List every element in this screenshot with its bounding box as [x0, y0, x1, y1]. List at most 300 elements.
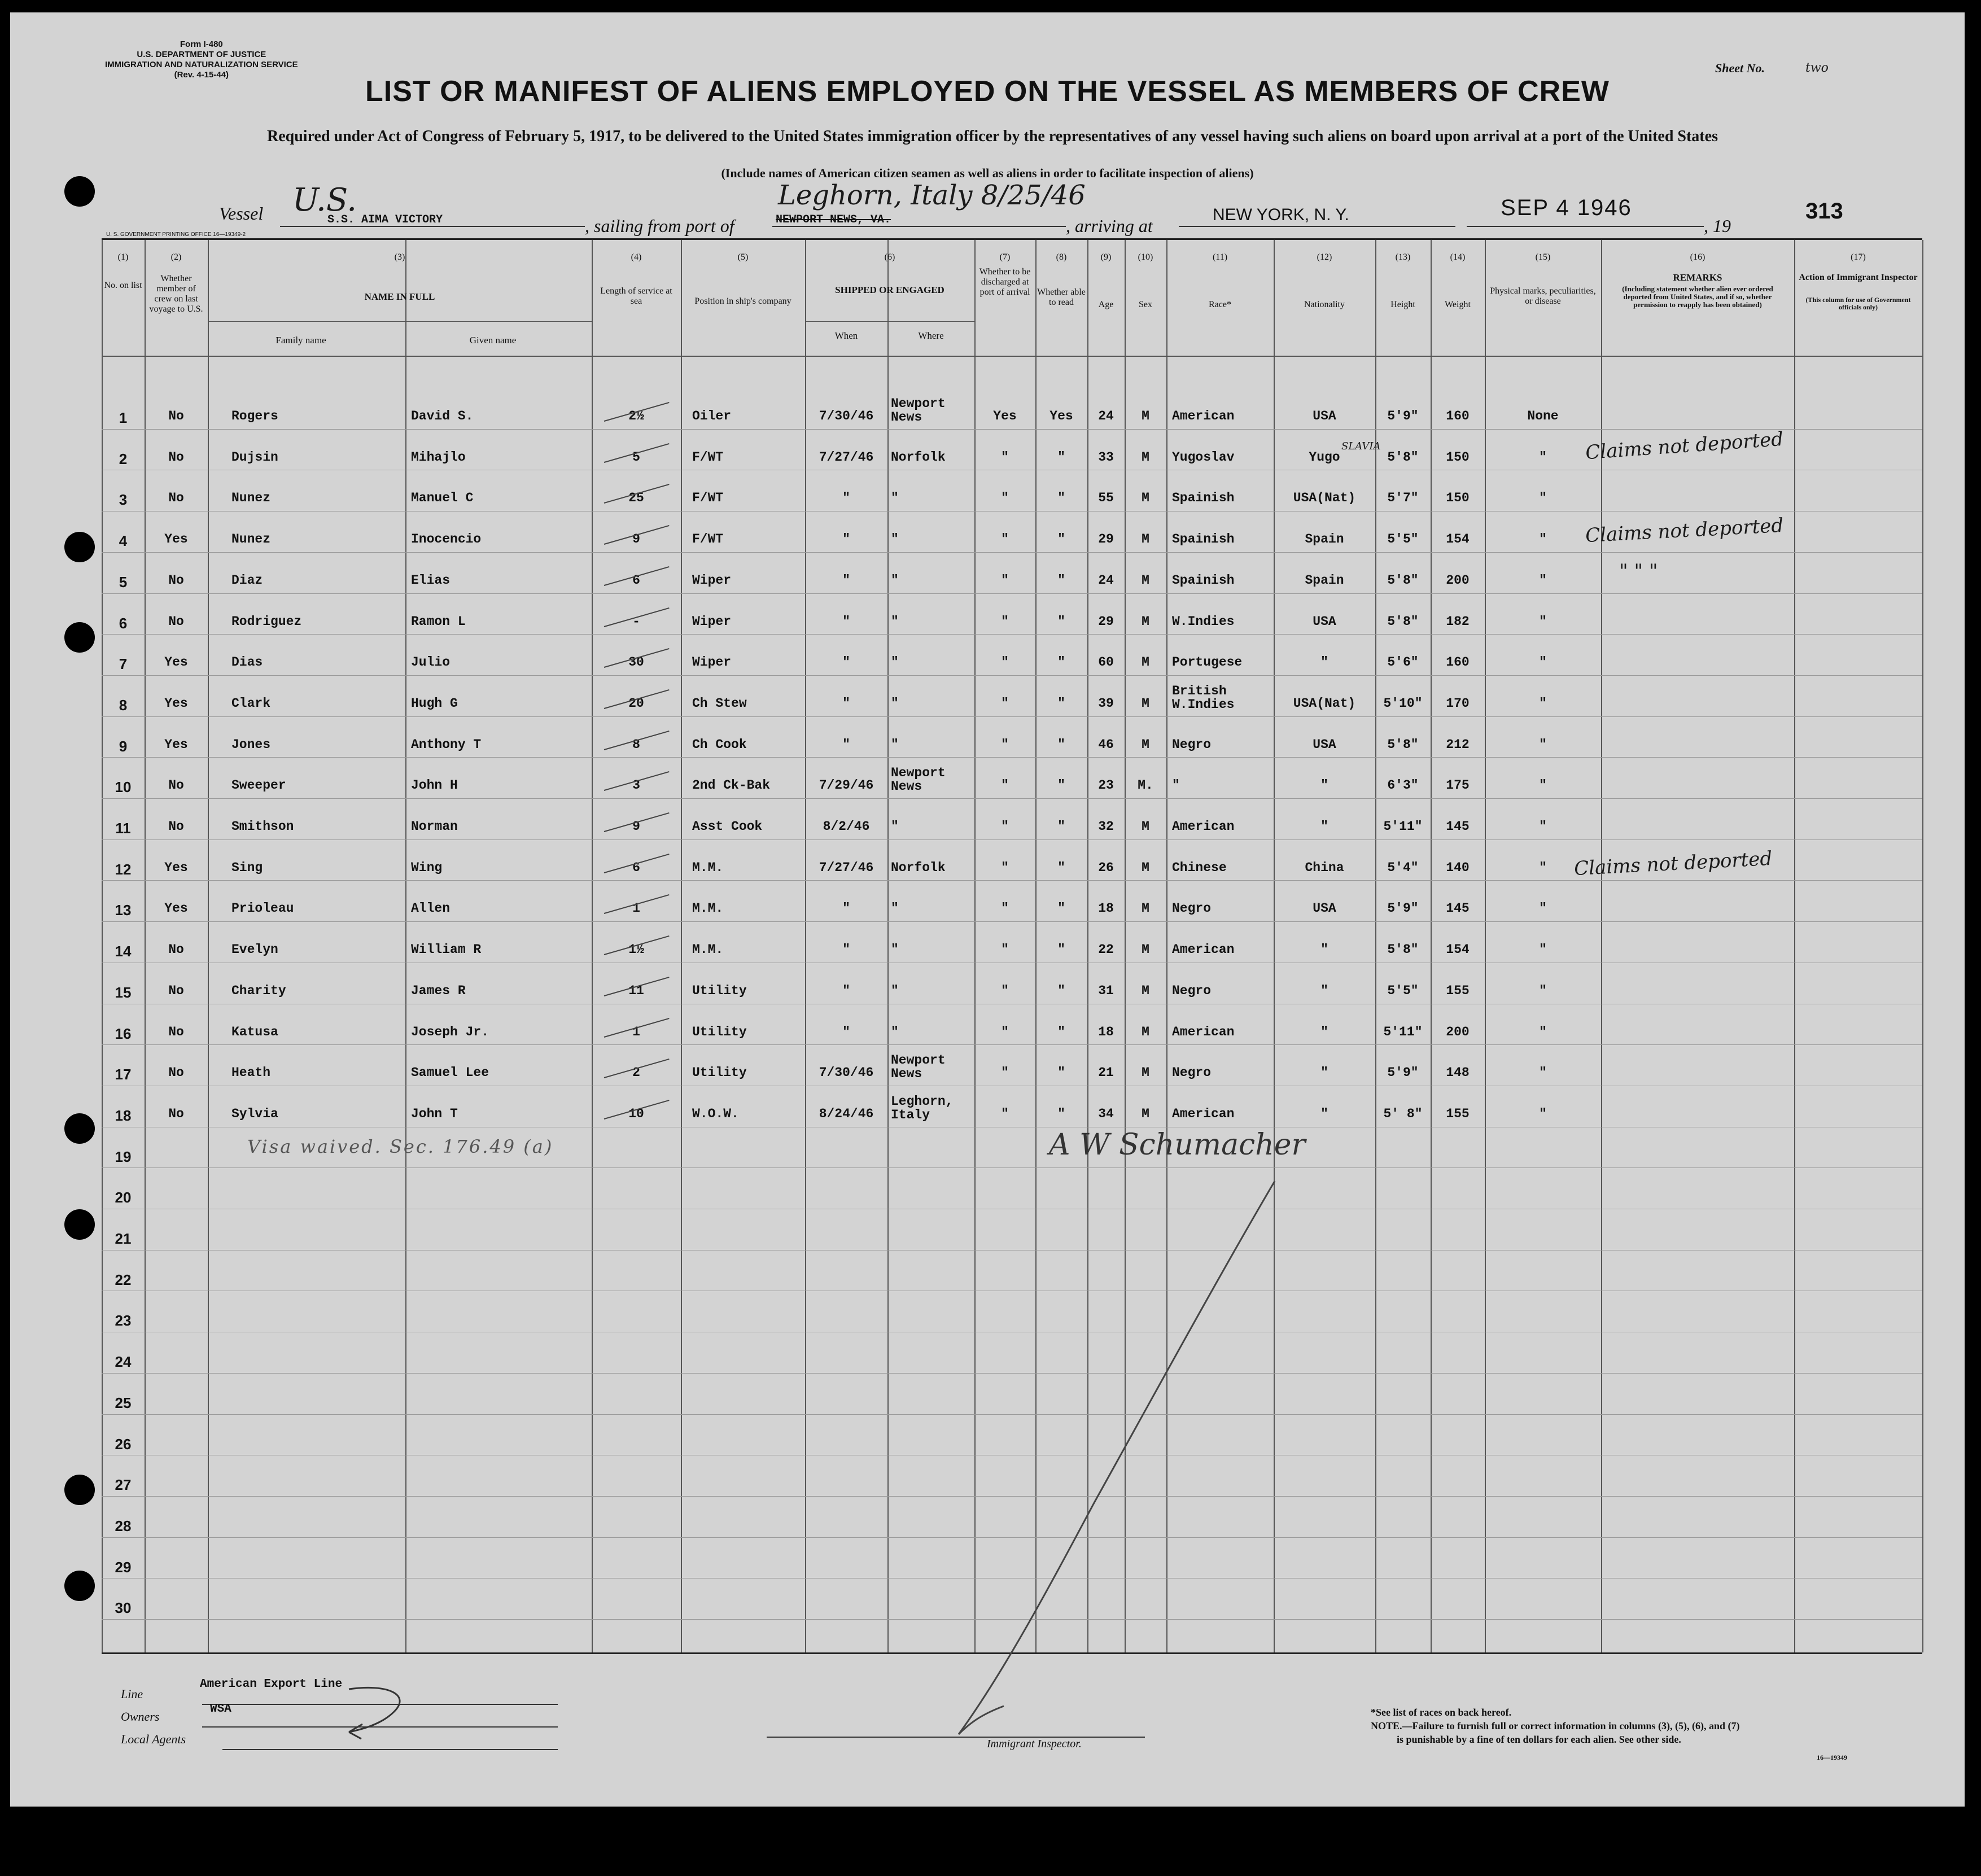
cell-where: ": [891, 819, 899, 834]
cell-service: -: [632, 614, 640, 629]
cell-family: Katusa: [231, 1024, 278, 1039]
cell-race: American: [1172, 1024, 1235, 1039]
remark-row-2: Claims not deported: [1585, 427, 1785, 465]
cell-weight: 154: [1446, 532, 1470, 547]
cell-weight: 148: [1446, 1065, 1470, 1081]
sheet-number: two: [1805, 61, 1829, 75]
cell-marks: ": [1539, 860, 1547, 875]
cell-given: Julio: [411, 655, 451, 670]
cell-crew: No: [168, 614, 184, 629]
cell-nationality: ": [1320, 1024, 1328, 1039]
cell-sex: M: [1142, 1106, 1149, 1121]
col-num-10: (10): [1138, 252, 1153, 262]
cell-family: Charity: [231, 983, 286, 998]
cell-where: ": [891, 1024, 899, 1039]
cell-weight: 200: [1446, 1024, 1470, 1039]
cell-marks: ": [1539, 983, 1547, 998]
cell-given: John H: [411, 778, 458, 793]
cell-sex: M: [1142, 655, 1149, 670]
page-title: LIST OR MANIFEST OF ALIENS EMPLOYED ON THE VESSEL AS MEMBERS OF CREW: [365, 75, 1610, 108]
cell-age: 21: [1098, 1065, 1114, 1081]
cell-marks: ": [1539, 1106, 1547, 1121]
cell-weight: 175: [1446, 778, 1470, 793]
col-head-action-note: (This column for use of Government officials only): [1805, 296, 1911, 311]
col-head-where: Where: [918, 330, 944, 341]
cell-service: 2½: [628, 409, 644, 423]
cell-family: Dujsin: [231, 449, 278, 465]
cell-read: ": [1057, 655, 1065, 670]
row-number: 27: [115, 1476, 132, 1494]
cell-where: ": [891, 901, 899, 916]
cell-height: 5'8": [1387, 572, 1419, 588]
cell-given: Inocencio: [411, 532, 482, 547]
cell-sex: M: [1142, 696, 1149, 711]
binder-hole: [64, 622, 95, 653]
cell-family: Diaz: [231, 572, 263, 588]
cell-read: ": [1057, 942, 1065, 957]
signature-stroke: [857, 1164, 1309, 1751]
cell-when: ": [842, 737, 850, 752]
cell-marks: ": [1539, 696, 1547, 711]
cell-given: David S.: [411, 409, 474, 423]
cell-nationality: ": [1320, 819, 1328, 834]
cell-height: 5'9": [1387, 409, 1419, 423]
cell-age: 32: [1098, 819, 1114, 834]
cell-age: 22: [1098, 942, 1114, 957]
cell-crew: No: [168, 1024, 184, 1039]
cell-age: 60: [1098, 655, 1114, 670]
cell-nationality: ": [1320, 1065, 1328, 1081]
cell-service: 25: [628, 491, 644, 506]
cell-service: 11: [628, 983, 644, 998]
cell-discharged: ": [1001, 860, 1009, 875]
inspector-signature: A W Schumacher: [1049, 1128, 1306, 1162]
form-code: 16—19349: [1817, 1753, 1847, 1761]
cell-marks: ": [1539, 614, 1547, 629]
cell-sex: M: [1142, 1024, 1149, 1039]
cell-weight: 150: [1446, 491, 1470, 506]
row-number: 5: [119, 573, 128, 591]
arriving-label: , arriving at: [1066, 216, 1153, 236]
col-num-14: (14): [1450, 252, 1466, 262]
races-note: *See list of races on back hereof.: [1371, 1707, 1512, 1718]
cell-race: British W.Indies: [1172, 683, 1235, 712]
cell-height: 5'5": [1387, 532, 1419, 547]
row-number: 26: [115, 1435, 132, 1453]
inspector-field: [767, 1725, 1145, 1738]
port-handwritten: Leghorn, Italy 8/25/46: [778, 180, 1086, 211]
cell-discharged: ": [1001, 572, 1009, 588]
cell-position: F/WT: [692, 449, 724, 465]
cell-position: Wiper: [692, 572, 732, 588]
cell-race: American: [1172, 409, 1235, 423]
cell-when: ": [842, 1024, 850, 1039]
cell-where: Norfolk: [891, 860, 946, 875]
cell-when: ": [842, 696, 850, 711]
cell-weight: 145: [1446, 819, 1470, 834]
cell-nationality: ": [1320, 655, 1328, 670]
cell-where: ": [891, 737, 899, 752]
col-num-2: (2): [170, 252, 182, 262]
cell-height: 6'3": [1387, 778, 1419, 793]
cell-sex: M: [1142, 449, 1149, 465]
cell-age: 29: [1098, 614, 1114, 629]
cell-discharged: ": [1001, 901, 1009, 916]
col-num-11: (11): [1212, 252, 1228, 262]
cell-given: Manuel C: [411, 491, 474, 506]
cell-read: ": [1057, 1024, 1065, 1039]
cell-nationality: USA: [1313, 409, 1336, 423]
cell-read: ": [1057, 491, 1065, 506]
cell-race: Spainish: [1172, 532, 1235, 547]
cell-race: Negro: [1172, 1065, 1212, 1081]
cell-weight: 182: [1446, 614, 1470, 629]
cell-read: ": [1057, 696, 1065, 711]
cell-given: Anthony T: [411, 737, 482, 752]
cell-family: Rogers: [231, 409, 278, 423]
col-num-12: (12): [1317, 252, 1332, 262]
cell-when: ": [842, 655, 850, 670]
agents-label: Local Agents: [121, 1732, 186, 1746]
binder-hole: [64, 1571, 95, 1601]
cell-given: Hugh G: [411, 696, 458, 711]
cell-service: 2: [632, 1065, 640, 1081]
col-head-race: Race*: [1209, 300, 1231, 309]
cell-family: Jones: [231, 737, 271, 752]
cell-crew: Yes: [164, 901, 188, 916]
col-num-7: (7): [999, 252, 1011, 262]
year-label: , 19: [1704, 216, 1731, 236]
cell-nationality: ": [1320, 1106, 1328, 1121]
cell-height: 5'8": [1387, 449, 1419, 465]
cell-marks: ": [1539, 491, 1547, 506]
col-num-3: (3): [394, 252, 405, 262]
row-number: 30: [115, 1599, 132, 1617]
penalty-note-cont: is punishable by a fine of ten dollars for each alien. See other side.: [1397, 1734, 1681, 1745]
cell-where: Newport News: [891, 766, 946, 794]
cell-service: 5: [632, 449, 640, 465]
cell-marks: ": [1539, 778, 1547, 793]
cell-crew: No: [168, 1065, 184, 1081]
cell-weight: 154: [1446, 942, 1470, 957]
col-head-remarks-note: (Including statement whether alien ever ordered deported from United States, and if so, whether permission to reapply has been obtained): [1622, 285, 1773, 309]
cell-sex: M.: [1138, 778, 1153, 793]
cell-nationality: USA(Nat): [1293, 696, 1356, 711]
cell-service: 1½: [628, 942, 644, 957]
cell-discharged: ": [1001, 491, 1009, 506]
cell-service: 20: [628, 696, 644, 711]
col-head-remarks: REMARKS: [1673, 272, 1722, 283]
manifest-sheet: [10, 12, 1965, 1807]
cell-height: 5'9": [1387, 901, 1419, 916]
cell-service: 9: [632, 532, 640, 547]
cell-marks: ": [1539, 449, 1547, 465]
cell-age: 24: [1098, 572, 1114, 588]
cell-service: 6: [632, 572, 640, 588]
cell-race: W.Indies: [1172, 614, 1235, 629]
cell-nationality: ": [1320, 942, 1328, 957]
cell-marks: ": [1539, 737, 1547, 752]
cell-position: Wiper: [692, 614, 732, 629]
cell-height: 5' 8": [1383, 1106, 1423, 1121]
row-number: 23: [115, 1312, 132, 1330]
cell-sex: M: [1142, 737, 1149, 752]
cell-service: 9: [632, 819, 640, 834]
arrow-mark: [338, 1678, 422, 1740]
visa-waiver-note: Visa waived. Sec. 176.49 (a): [247, 1136, 554, 1157]
sailing-label: , sailing from port of: [585, 216, 734, 236]
cell-when: ": [842, 942, 850, 957]
cell-read: Yes: [1049, 409, 1073, 423]
cell-height: 5'6": [1387, 655, 1419, 670]
row-number: 25: [115, 1394, 132, 1411]
cell-crew: Yes: [164, 860, 188, 875]
cell-where: ": [891, 491, 899, 506]
col-head-read: Whether able to read: [1037, 287, 1086, 307]
cell-given: Allen: [411, 901, 451, 916]
cell-sex: M: [1142, 532, 1149, 547]
cell-nationality: USA: [1313, 614, 1336, 629]
col-num-8: (8): [1056, 252, 1067, 262]
cell-when: 7/27/46: [819, 860, 874, 875]
cell-read: ": [1057, 901, 1065, 916]
cell-age: 18: [1098, 1024, 1114, 1039]
cell-where: ": [891, 983, 899, 998]
cell-when: 7/30/46: [819, 1065, 874, 1081]
col-head-height: Height: [1390, 300, 1415, 309]
cell-crew: No: [168, 942, 184, 957]
cell-weight: 145: [1446, 901, 1470, 916]
row-number: 22: [115, 1271, 132, 1288]
cell-family: Smithson: [231, 819, 294, 834]
cell-race: Negro: [1172, 737, 1212, 752]
cell-read: ": [1057, 1106, 1065, 1121]
cell-given: Wing: [411, 860, 443, 875]
cell-position: Utility: [692, 983, 747, 998]
cell-when: 7/30/46: [819, 409, 874, 423]
col-head-weight: Weight: [1445, 300, 1471, 309]
row-number: 13: [115, 902, 132, 919]
cell-service: 10: [628, 1106, 644, 1121]
row-number: 12: [115, 860, 132, 878]
cell-service: 8: [632, 737, 640, 752]
cell-where: ": [891, 655, 899, 670]
cell-weight: 200: [1446, 572, 1470, 588]
cell-height: 5'4": [1387, 860, 1419, 875]
cell-family: Sweeper: [231, 778, 286, 793]
cell-weight: 140: [1446, 860, 1470, 875]
cell-when: 8/2/46: [823, 819, 870, 834]
col-head-name: NAME IN FULL: [364, 291, 435, 302]
cell-sex: M: [1142, 860, 1149, 875]
row-number: 24: [115, 1353, 132, 1371]
binder-hole: [64, 1113, 95, 1144]
cell-where: ": [891, 942, 899, 957]
cell-height: 5'8": [1387, 737, 1419, 752]
cell-sex: M: [1142, 409, 1149, 423]
cell-given: John T: [411, 1106, 458, 1121]
cell-family: Clark: [231, 696, 271, 711]
cell-height: 5'8": [1387, 942, 1419, 957]
cell-when: ": [842, 614, 850, 629]
col-head-discharged: Whether to be discharged at port of arrival: [979, 267, 1031, 297]
cell-race: Chinese: [1172, 860, 1227, 875]
cell-given: Joseph Jr.: [411, 1024, 489, 1039]
cell-marks: ": [1539, 655, 1547, 670]
arriving-port: NEW YORK, N. Y.: [1213, 205, 1349, 224]
cell-family: Dias: [231, 655, 263, 670]
cell-sex: M: [1142, 983, 1149, 998]
cell-age: 23: [1098, 778, 1114, 793]
penalty-note: NOTE.—Failure to furnish full or correct information in columns (3), (5), (6), and (7): [1371, 1720, 1740, 1731]
vessel-prefix-handwritten: U.S.: [292, 182, 357, 218]
cell-height: 5'5": [1387, 983, 1419, 998]
col-head-family: Family name: [275, 335, 326, 346]
cell-read: ": [1057, 449, 1065, 465]
cell-age: 55: [1098, 491, 1114, 506]
cell-weight: 212: [1446, 737, 1470, 752]
form-identifier: Form I-480 U.S. DEPARTMENT OF JUSTICE IMMIGRATION AND NATURALIZATION SERVICE (Rev. 4-15-44): [105, 40, 298, 80]
cell-sex: M: [1142, 572, 1149, 588]
cell-marks: ": [1539, 572, 1547, 588]
cell-discharged: ": [1001, 737, 1009, 752]
cell-race: Portugese: [1172, 655, 1243, 670]
cell-sex: M: [1142, 942, 1149, 957]
cell-race: Negro: [1172, 983, 1212, 998]
cell-position: F/WT: [692, 491, 724, 506]
cell-read: ": [1057, 532, 1065, 547]
cell-position: M.M.: [692, 901, 724, 916]
cell-crew: Yes: [164, 737, 188, 752]
row-number: 17: [115, 1066, 132, 1083]
row-number: 20: [115, 1189, 132, 1206]
cell-sex: M: [1142, 614, 1149, 629]
line-value: American Export Line: [200, 1678, 343, 1691]
cell-age: 39: [1098, 696, 1114, 711]
cell-age: 26: [1098, 860, 1114, 875]
cell-family: Heath: [231, 1065, 271, 1081]
col-num-6: (6): [884, 252, 895, 262]
row-number: 1: [119, 409, 128, 426]
cell-race: Negro: [1172, 901, 1212, 916]
cell-family: Prioleau: [231, 901, 294, 916]
cell-discharged: ": [1001, 696, 1009, 711]
cell-sex: M: [1142, 491, 1149, 506]
cell-family: Nunez: [231, 532, 271, 547]
cell-given: Mihajlo: [411, 449, 466, 465]
col-num-16: (16): [1690, 252, 1706, 262]
cell-discharged: ": [1001, 942, 1009, 957]
cell-age: 46: [1098, 737, 1114, 752]
vessel-name: S.S. AIMA VICTORY: [327, 213, 443, 226]
cell-given: William R: [411, 942, 482, 957]
cell-crew: No: [168, 778, 184, 793]
row-number: 4: [119, 532, 128, 550]
binder-hole: [64, 1209, 95, 1240]
row-number: 16: [115, 1025, 132, 1042]
cell-given: Norman: [411, 819, 458, 834]
cell-race: American: [1172, 942, 1235, 957]
cell-sex: M: [1142, 901, 1149, 916]
cell-age: 29: [1098, 532, 1114, 547]
row-number: 29: [115, 1558, 132, 1576]
cell-where: ": [891, 572, 899, 588]
cell-height: 5'11": [1383, 1024, 1423, 1039]
cell-family: Sylvia: [231, 1106, 278, 1121]
col-head-service: Length of service at sea: [600, 286, 672, 306]
cell-crew: No: [168, 449, 184, 465]
cell-discharged: ": [1001, 655, 1009, 670]
cell-weight: 170: [1446, 696, 1470, 711]
cell-crew: No: [168, 983, 184, 998]
inspector-label: Immigrant Inspector.: [987, 1738, 1082, 1750]
printer-imprint: U. S. GOVERNMENT PRINTING OFFICE 16—19349-2: [106, 231, 246, 238]
cell-race: American: [1172, 819, 1235, 834]
cell-age: 18: [1098, 901, 1114, 916]
cell-read: ": [1057, 1065, 1065, 1081]
cell-service: 30: [628, 655, 644, 670]
cell-height: 5'10": [1383, 696, 1423, 711]
cell-marks: ": [1539, 901, 1547, 916]
cell-given: Ramon L: [411, 614, 466, 629]
cell-when: ": [842, 901, 850, 916]
cell-family: Rodriguez: [231, 614, 302, 629]
cell-given: Elias: [411, 572, 451, 588]
cell-marks: ": [1539, 942, 1547, 957]
cell-where: ": [891, 532, 899, 547]
cell-service: 1: [632, 1024, 640, 1039]
cell-weight: 160: [1446, 655, 1470, 670]
cell-position: Ch Stew: [692, 696, 747, 711]
cell-where: Norfolk: [891, 449, 946, 465]
cell-position: W.O.W.: [692, 1106, 739, 1121]
row-number: 28: [115, 1517, 132, 1534]
cell-family: Nunez: [231, 491, 271, 506]
cell-nationality: Spain: [1305, 572, 1344, 588]
cell-where: Leghorn, Italy: [891, 1094, 954, 1122]
page-number: 313: [1805, 199, 1843, 224]
cell-position: Asst Cook: [692, 819, 763, 834]
cell-when: ": [842, 572, 850, 588]
binder-hole: [64, 1475, 95, 1505]
cell-discharged: ": [1001, 778, 1009, 793]
cell-when: ": [842, 532, 850, 547]
vessel-label: Vessel: [219, 203, 264, 224]
cell-service: 3: [632, 778, 640, 793]
cell-position: Wiper: [692, 655, 732, 670]
cell-discharged: ": [1001, 532, 1009, 547]
cell-given: James R: [411, 983, 466, 998]
cell-sex: M: [1142, 1065, 1149, 1081]
cell-family: Sing: [231, 860, 263, 875]
cell-nationality: USA: [1313, 737, 1336, 752]
agents-field: [222, 1738, 558, 1750]
cell-position: 2nd Ck-Bak: [692, 778, 771, 793]
cell-where: ": [891, 614, 899, 629]
instruction-note: (Include names of American citizen seamen as well as aliens in order to facilitate inspection of aliens): [721, 166, 1254, 180]
row-number: 19: [115, 1148, 132, 1165]
page-subtitle: Required under Act of Congress of February 5, 1917, to be delivered to the United States immigration officer by the representatives of any vessel having such aliens on board upon arrival at a port of the United States: [267, 128, 1718, 145]
cell-crew: No: [168, 819, 184, 834]
cell-crew: No: [168, 409, 184, 423]
cell-position: Oiler: [692, 409, 732, 423]
cell-discharged: ": [1001, 614, 1009, 629]
cell-height: 5'8": [1387, 614, 1419, 629]
cell-nationality: ": [1320, 983, 1328, 998]
col-head-no: No. on list: [104, 281, 142, 290]
row-number: 10: [115, 779, 132, 796]
cell-position: M.M.: [692, 942, 724, 957]
